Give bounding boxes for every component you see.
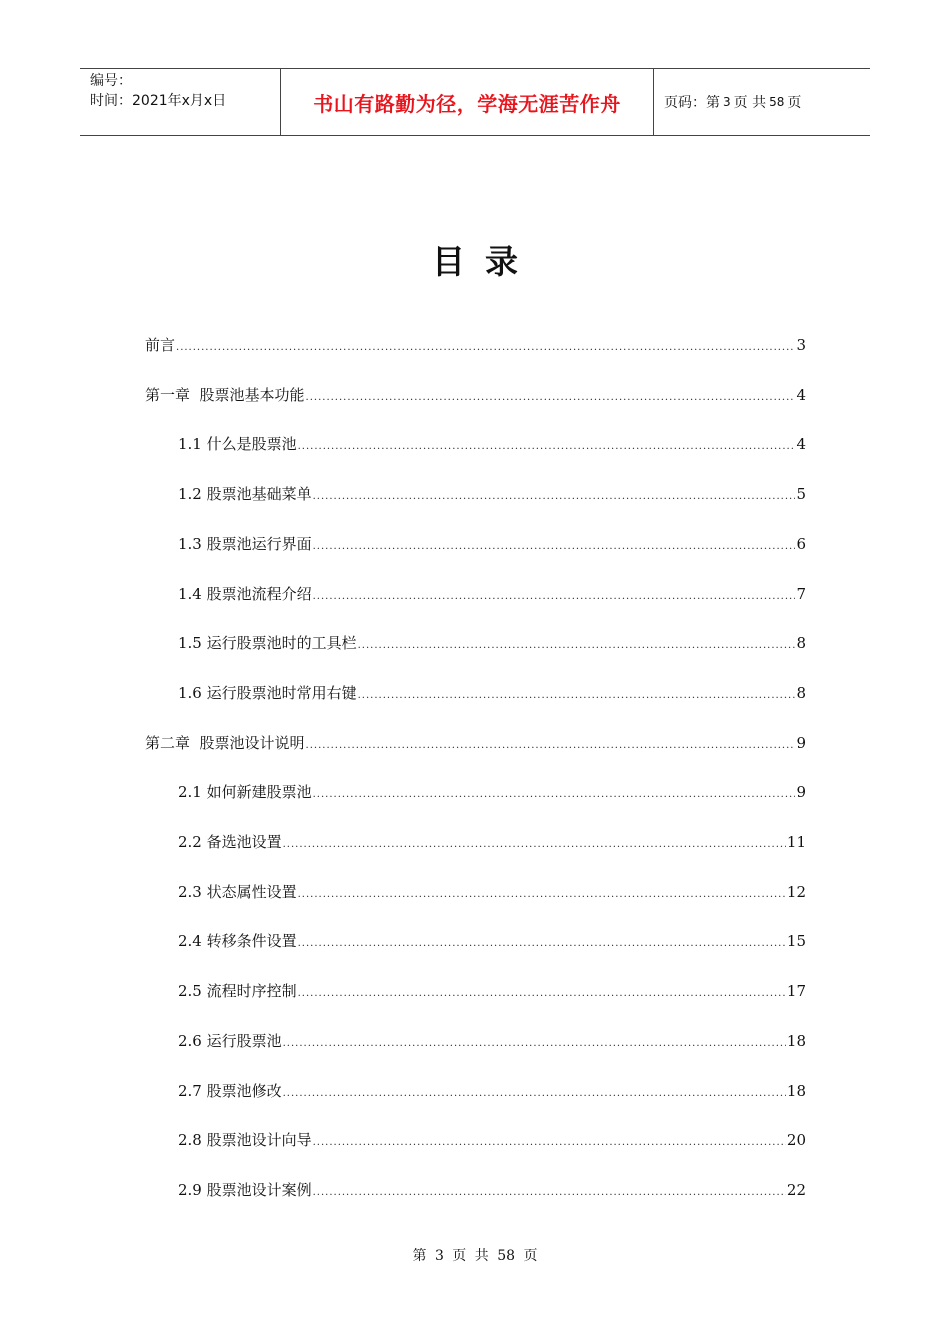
- toc-entry-page: 12: [786, 882, 806, 901]
- toc-entry-label: 1.5 运行股票池时的工具栏: [178, 634, 357, 653]
- toc-entry[interactable]: [178, 532, 806, 556]
- toc-entry[interactable]: [178, 979, 806, 1003]
- toc-entry-label: 前言: [145, 336, 176, 354]
- toc-entry-page: 3: [796, 336, 806, 354]
- toc-entry-label: 2.2 备选池设置: [178, 833, 282, 851]
- page-header: [80, 68, 870, 136]
- toc-entry[interactable]: [178, 631, 806, 655]
- toc-entry-page: 4: [796, 435, 806, 454]
- toc-entry-label: 2.7 股票池修改: [178, 1081, 282, 1100]
- toc-entry-page: 6: [796, 534, 806, 553]
- toc-leader-dots: [298, 982, 786, 1006]
- toc-entry-page: 9: [796, 783, 806, 802]
- toc-leader-dots: [306, 734, 796, 758]
- toc-entry-label: 1.4 股票池流程介绍: [178, 584, 312, 603]
- page-prefix: 页码：第: [664, 95, 720, 111]
- toc-entry[interactable]: [178, 482, 806, 506]
- page-total: 58: [769, 95, 785, 109]
- toc-entry[interactable]: [178, 681, 806, 705]
- toc-entry-page: 8: [796, 683, 806, 702]
- toc-entry-label: 2.3 状态属性设置: [178, 882, 297, 901]
- toc-entry-page: 7: [796, 584, 806, 603]
- toc-entry[interactable]: [178, 929, 806, 953]
- toc-entry-page: 8: [796, 634, 806, 653]
- toc-entry[interactable]: [145, 383, 806, 407]
- toc-leader-dots: [313, 1131, 786, 1155]
- toc-entry[interactable]: [178, 432, 806, 456]
- toc-leader-dots: [298, 883, 786, 907]
- toc-entry-page: 22: [786, 1180, 806, 1199]
- date-text: 时间：2021年x月x日: [90, 93, 227, 109]
- toc-leader-dots: [358, 634, 796, 658]
- toc-leader-dots: [313, 535, 796, 559]
- toc-entry-label: 1.6 运行股票池时常用右键: [178, 683, 357, 702]
- toc-entry-label: 2.1 如何新建股票池: [178, 783, 312, 802]
- toc-leader-dots: [176, 336, 795, 360]
- header-meta: [80, 69, 281, 135]
- toc-entry-page: 18: [786, 1031, 806, 1050]
- toc-leader-dots: [313, 1181, 786, 1205]
- page-suffix: 页: [787, 95, 802, 111]
- toc-entry-page: 18: [786, 1081, 806, 1100]
- toc-entry-page: 15: [786, 932, 806, 951]
- toc-entry-label: 2.6 运行股票池: [178, 1031, 282, 1050]
- toc-entry-page: 4: [796, 385, 806, 404]
- toc-entry-label: 1.1 什么是股票池: [178, 435, 297, 454]
- toc-entry-label: 第二章 股票池设计说明: [145, 733, 305, 752]
- toc-entry-label: 2.9 股票池设计案例: [178, 1180, 312, 1199]
- toc-title: 目录: [432, 242, 538, 281]
- page-current: 3: [723, 95, 731, 109]
- toc-leader-dots: [313, 585, 796, 609]
- serial-label: 编号：: [90, 73, 132, 89]
- toc-entry-page: 20: [786, 1131, 806, 1150]
- toc-entry[interactable]: [178, 780, 806, 804]
- toc-entry[interactable]: [178, 880, 806, 904]
- toc-entry-page: 11: [786, 833, 806, 851]
- toc-entry-label: 2.8 股票池设计向导: [178, 1131, 312, 1150]
- header-page-info: [654, 69, 870, 135]
- toc-entry[interactable]: [178, 1178, 806, 1202]
- toc-leader-dots: [283, 833, 786, 857]
- toc-entry-page: 9: [796, 733, 806, 752]
- toc-leader-dots: [298, 435, 796, 459]
- page-mid: 页 共: [733, 95, 767, 111]
- toc-leader-dots: [313, 783, 796, 807]
- toc-entry[interactable]: [178, 1128, 806, 1152]
- toc-entry-label: 2.5 流程时序控制: [178, 982, 297, 1001]
- toc-entry-page: 17: [786, 982, 806, 1001]
- toc-entry-page: 5: [796, 485, 806, 504]
- toc-entry-label: 第一章 股票池基本功能: [145, 385, 305, 404]
- toc-entry-label: 1.3 股票池运行界面: [178, 534, 312, 553]
- toc-entry[interactable]: [145, 731, 806, 755]
- page-footer: 第 3 页 共 58 页: [412, 1248, 538, 1264]
- toc-leader-dots: [283, 1082, 786, 1106]
- toc-leader-dots: [283, 1032, 786, 1056]
- toc-entry[interactable]: [145, 333, 806, 357]
- toc-entry-label: 1.2 股票池基础菜单: [178, 485, 312, 504]
- toc-leader-dots: [298, 932, 786, 956]
- toc-leader-dots: [306, 386, 796, 410]
- toc-leader-dots: [358, 684, 796, 708]
- toc-entry[interactable]: [178, 830, 806, 854]
- toc-leader-dots: [313, 485, 796, 509]
- toc-entry-label: 2.4 转移条件设置: [178, 932, 297, 951]
- toc-entry[interactable]: [178, 582, 806, 606]
- toc-entry[interactable]: [178, 1029, 806, 1053]
- toc-entry[interactable]: [178, 1079, 806, 1103]
- header-motto: 书山有路勤为径，学海无涯苦作舟: [281, 69, 654, 135]
